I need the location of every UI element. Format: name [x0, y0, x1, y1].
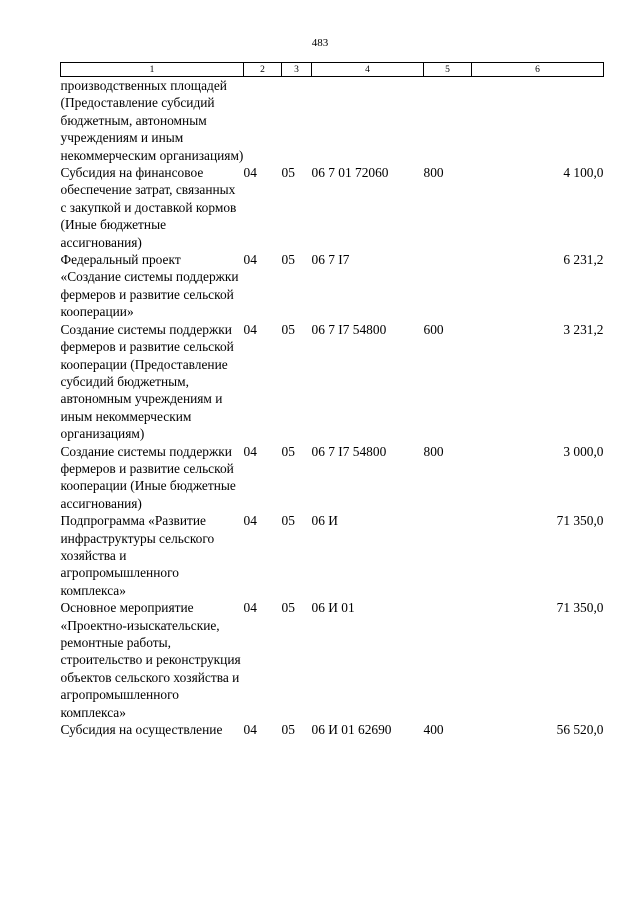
row-section: 04 — [243, 600, 257, 616]
row-name: Создание системы поддержки фермеров и развитие сельской кооперации (Предоставление субсидий бюджетным, автономным учреждениям и иным некоммерческим организациям) — [60, 321, 234, 442]
row-target: 06 7 I7 — [311, 252, 350, 268]
row-section: 04 — [243, 321, 257, 337]
row-section: 04 — [243, 165, 257, 181]
row-amount: 4 100,0 — [563, 165, 604, 181]
row-name: Субсидия на осуществление — [60, 722, 223, 738]
row-name: Создание системы поддержки фермеров и развитие сельской кооперации (Иные бюджетные ассигнования) — [60, 443, 236, 511]
row-amount: 6 231,2 — [563, 252, 604, 268]
row-expense-type — [424, 251, 472, 321]
row-name: Подпрограмма «Развитие инфраструктуры сельского хозяйства и агропромышленного комплекса» — [60, 513, 215, 598]
row-target: 06 7 01 72060 — [311, 165, 389, 181]
row-expense-type — [424, 512, 472, 599]
row-target: 06 И 01 — [311, 600, 355, 616]
table-row — [61, 721, 604, 738]
header-col-4: 4 — [312, 63, 424, 77]
table-row — [61, 164, 604, 251]
row-subsection: 05 — [281, 252, 295, 268]
table-row — [61, 512, 604, 599]
row-subsection: 05 — [281, 600, 295, 616]
header-col-6: 6 — [472, 63, 604, 77]
row-expense-type: 800 — [423, 443, 444, 459]
budget-table — [60, 62, 604, 738]
page-number: 483 — [311, 37, 329, 49]
row-section: 04 — [243, 513, 257, 529]
row-section — [244, 77, 282, 165]
row-target: 06 И 01 62690 — [311, 722, 392, 738]
row-section: 04 — [243, 252, 257, 268]
table-row — [61, 251, 604, 321]
row-amount: 3 000,0 — [563, 443, 604, 459]
row-subsection: 05 — [281, 165, 295, 181]
header-col-3: 3 — [282, 63, 312, 77]
table-row — [61, 599, 604, 721]
row-target: 06 И — [311, 513, 338, 529]
row-expense-type: 600 — [423, 321, 444, 337]
row-subsection: 05 — [281, 443, 295, 459]
row-subsection: 05 — [281, 513, 295, 529]
row-expense-type — [424, 77, 472, 165]
row-section: 04 — [243, 443, 257, 459]
row-subsection — [282, 77, 312, 165]
header-col-5: 5 — [424, 63, 472, 77]
row-amount: 71 350,0 — [556, 600, 604, 616]
table-row — [61, 443, 604, 513]
row-name: Основное мероприятие «Проектно-изыскательские, ремонтные работы, строительство и реконструкция объектов сельского хозяйства и агропромышленного комплекса» — [60, 600, 241, 720]
row-name: Федеральный проект «Создание системы поддержки фермеров и развитие сельской кооперации» — [60, 252, 239, 320]
row-subsection: 05 — [281, 321, 295, 337]
row-target: 06 7 I7 54800 — [311, 321, 387, 337]
row-name: Субсидия на финансовое обеспечение затрат, связанных с закупкой и доставкой кормов (Иные бюджетные ассигнования) — [60, 165, 237, 250]
header-row — [61, 63, 604, 77]
header-col-1: 1 — [61, 63, 244, 77]
row-expense-type — [424, 599, 472, 721]
row-target — [312, 77, 424, 165]
row-amount: 3 231,2 — [563, 321, 604, 337]
row-section: 04 — [243, 722, 257, 738]
header-col-2: 2 — [244, 63, 282, 77]
row-amount: 56 520,0 — [556, 722, 604, 738]
row-amount — [472, 77, 604, 165]
row-amount: 71 350,0 — [556, 513, 604, 529]
table-body — [61, 77, 604, 739]
row-name: производственных площадей (Предоставление субсидий бюджетным, автономным учреждениям и иным некоммерческим организациям) — [60, 78, 244, 163]
table-row — [61, 77, 604, 165]
row-subsection: 05 — [281, 722, 295, 738]
row-expense-type: 400 — [423, 722, 444, 738]
table-header — [61, 63, 604, 77]
row-expense-type: 800 — [423, 165, 444, 181]
row-target: 06 7 I7 54800 — [311, 443, 387, 459]
table-row — [61, 321, 604, 443]
